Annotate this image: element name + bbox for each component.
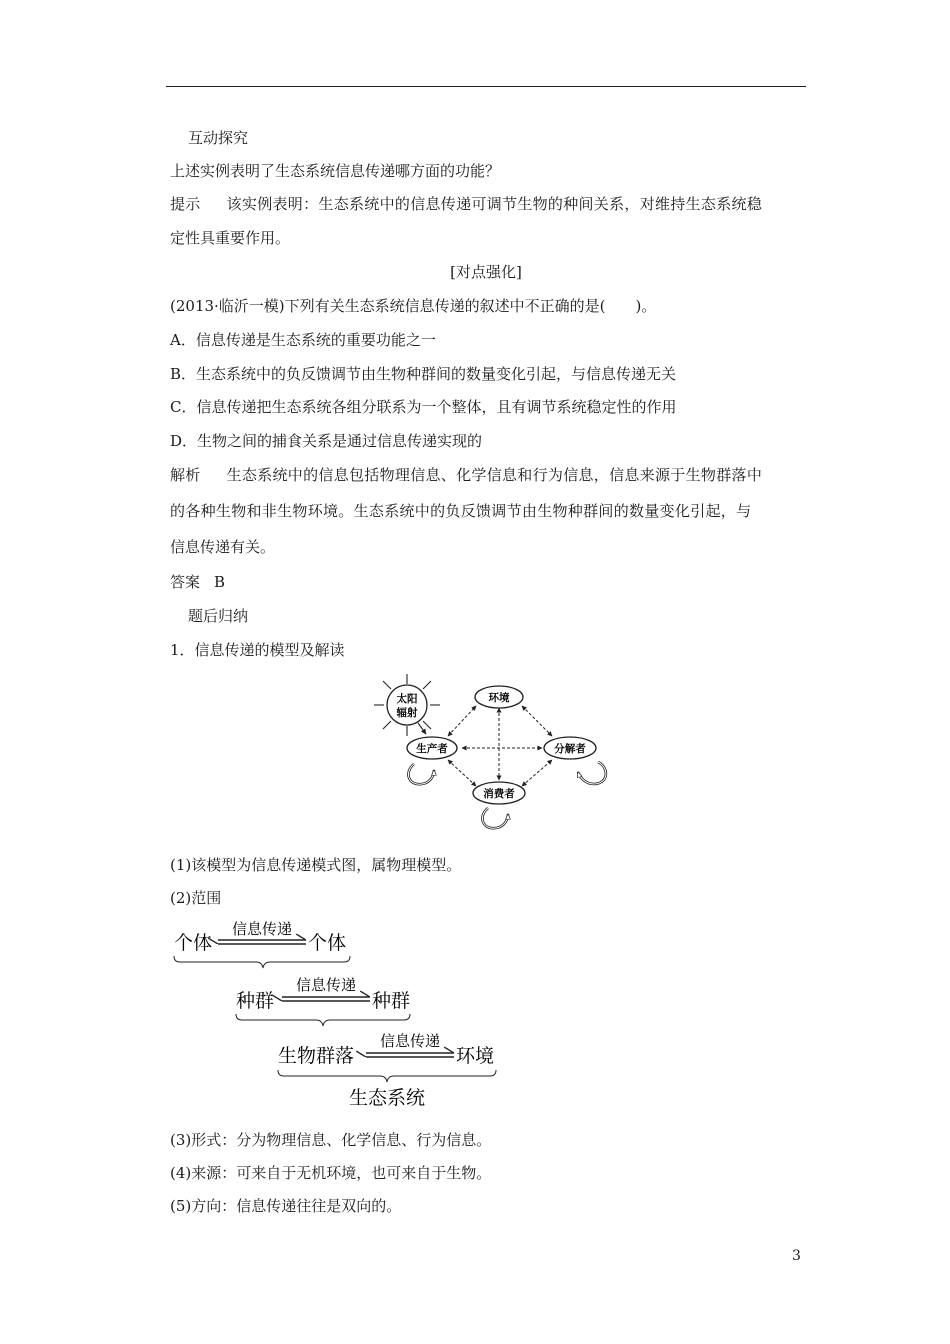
transfer-arrows [448, 706, 552, 786]
inquiry-question: 上述实例表明了生态系统信息传递哪方面的功能？ [170, 162, 501, 180]
scope-diagram [166, 914, 526, 1114]
summary-heading: 题后归纳 [188, 607, 249, 625]
option-d: D．生物之间的捕食关系是通过信息传递实现的 [170, 432, 483, 450]
hint-label: 提示 [170, 195, 201, 213]
scope-row2-arrow-label: 信息传递 [295, 976, 357, 994]
scope-row2-left: 种群 [236, 990, 275, 1012]
answer-label: 答案 [170, 573, 201, 591]
scope-bottom-label: 生态系统 [348, 1087, 426, 1109]
point-3: (3)形式：分为物理信息、化学信息、行为信息。 [170, 1131, 492, 1149]
option-a: A．信息传递是生态系统的重要功能之一 [170, 331, 436, 349]
scope-row3-left: 生物群落 [278, 1045, 355, 1067]
page-number: 3 [792, 1248, 801, 1264]
sun-node [387, 685, 427, 725]
analysis-cont-2: 信息传递有关。 [170, 538, 276, 556]
answer-value: B [214, 573, 226, 591]
point-2: (2)范围 [170, 889, 222, 907]
scope-row1-left: 个体 [174, 932, 213, 954]
scope-row3-arrow-label: 信息传递 [379, 1032, 441, 1050]
scope-row1-brace [174, 956, 350, 968]
option-c: C．信息传递把生态系统各组分联系为一个整体，且有调节系统稳定性的作用 [170, 398, 677, 416]
sun-to-producer-arrow [418, 723, 426, 734]
point-4: (4)来源：可来自于无机环境，也可来自于生物。 [170, 1164, 492, 1182]
scope-row3-right: 环境 [456, 1045, 495, 1067]
scope-row3-brace [278, 1070, 496, 1082]
analysis-text: 生态系统中的信息包括物理信息、化学信息和行为信息，信息来源于生物群落中 [226, 466, 763, 484]
inquiry-hint-cont: 定性具重要作用。 [170, 229, 291, 247]
environment-label: 环境 [488, 692, 510, 704]
summary-item-1: 1．信息传递的模型及解读 [170, 641, 345, 659]
decomposer-label: 分解者 [554, 743, 586, 755]
scope-row1-arrow-label: 信息传递 [231, 920, 293, 938]
sun-label-1: 太阳 [396, 693, 418, 705]
consumer-label: 消费者 [483, 788, 515, 800]
point-5: (5)方向：信息传递往往是双向的。 [170, 1197, 402, 1215]
analysis [170, 465, 762, 485]
scope-row1-right: 个体 [308, 932, 347, 954]
consumer-self-loop-icon [482, 808, 508, 828]
answer [170, 572, 225, 592]
reinforcement-title: [对点强化] [450, 263, 522, 281]
sun-label-2: 辐射 [396, 707, 418, 719]
point-1: (1)该模型为信息传递模式图，属物理模型。 [170, 856, 462, 874]
producer-self-loop-icon [408, 764, 434, 784]
producer-label: 生产者 [416, 743, 448, 755]
decomposer-self-loop-icon [578, 762, 606, 784]
header-rule [166, 86, 806, 87]
scope-row2-right: 种群 [372, 990, 411, 1012]
exam-question: (2013·临沂一模)下列有关生态系统信息传递的叙述中不正确的是( )。 [170, 297, 657, 315]
scope-row2-brace [236, 1014, 410, 1026]
info-transfer-diagram [370, 668, 622, 838]
option-b: B．生态系统中的负反馈调节由生物种群间的数量变化引起，与信息传递无关 [170, 365, 677, 383]
hint-text: 该实例表明：生态系统中的信息传递可调节生物的种间关系，对维持生态系统稳 [226, 195, 763, 213]
inquiry-hint [170, 194, 762, 214]
analysis-label: 解析 [170, 466, 201, 484]
analysis-cont-1: 的各种生物和非生物环境。生态系统中的负反馈调节由生物种群间的数量变化引起，与 [170, 502, 752, 520]
inquiry-heading: 互动探究 [188, 129, 249, 147]
